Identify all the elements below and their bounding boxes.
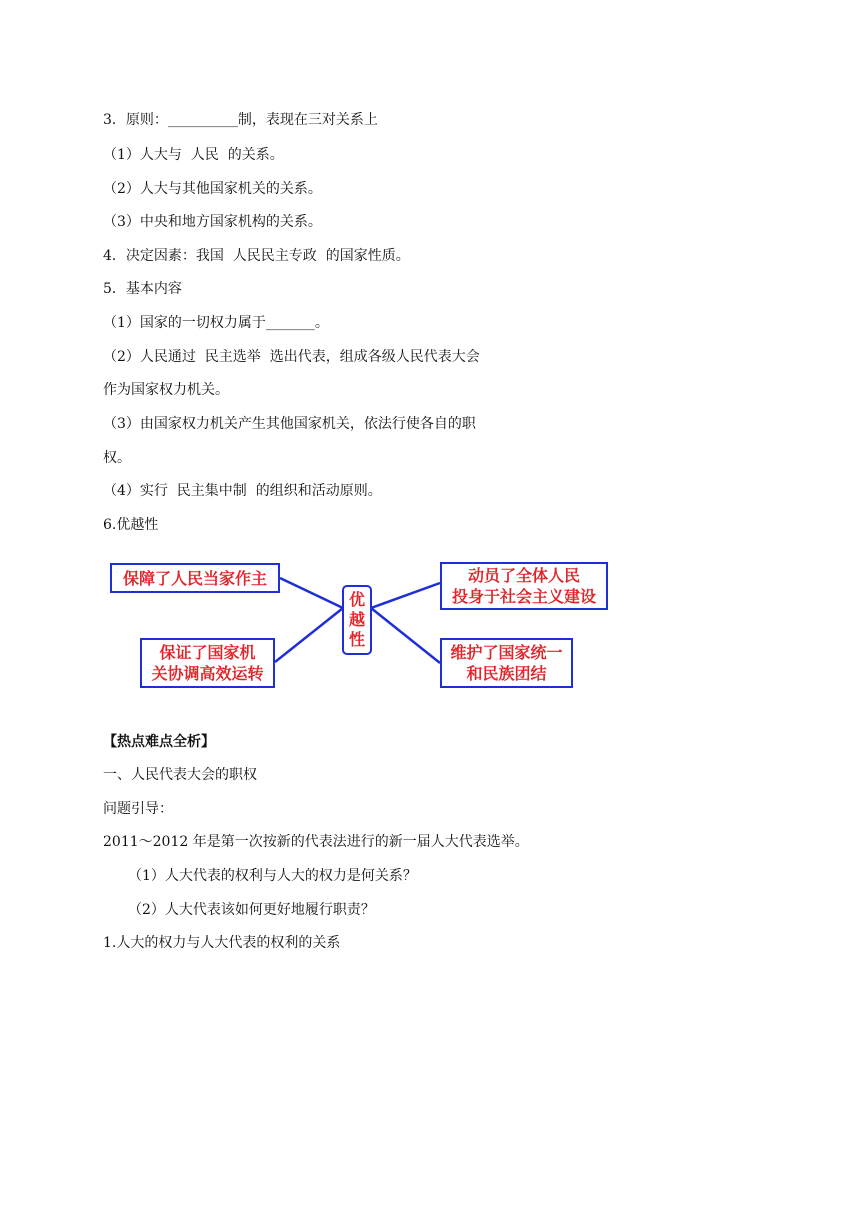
content-item-3: （3）由国家权力机关产生其他国家机关，依法行使各自的职	[103, 416, 476, 432]
box-mobilize-people-line1: 动员了全体人民	[467, 566, 580, 585]
center-char-3: 性	[348, 630, 365, 649]
question-guide-label: 问题引导：	[103, 801, 173, 817]
content-item-3-cont: 权。	[103, 450, 131, 466]
box-superiority-center	[342, 585, 372, 655]
principle-line: 3．原则：__________制，表现在三对关系上	[103, 112, 378, 128]
box-mobilize-people-line2: 投身于社会主义建设	[451, 587, 596, 606]
content-item-2: （2）人民通过 民主选举 选出代表，组成各级人民代表大会	[103, 349, 480, 365]
deciding-factor-line: 4．决定因素：我国 人民民主专政 的国家性质。	[103, 248, 410, 264]
section-one-heading: 一、人民代表大会的职权	[103, 767, 257, 783]
box-guarantee-people	[110, 563, 280, 593]
connector-bottom-left	[275, 608, 343, 662]
content-item-1: （1）国家的一切权力属于_______。	[103, 315, 329, 331]
relation-people-line: （1）人大与 人民 的关系。	[103, 147, 284, 163]
connector-bottom-right	[371, 608, 440, 663]
election-context-line: 2011～2012 年是第一次按新的代表法进行的新一届人大代表选举。	[103, 834, 529, 850]
basic-content-heading: 5．基本内容	[103, 281, 182, 297]
center-char-2: 越	[348, 610, 365, 629]
box-national-unity	[440, 638, 573, 688]
box-guarantee-people-text: 保障了人民当家作主	[122, 568, 267, 588]
connector-top-left	[280, 578, 343, 608]
relation-central-local-line: （3）中央和地方国家机构的关系。	[103, 214, 322, 230]
content-item-4: （4）实行 民主集中制 的组织和活动原则。	[103, 483, 382, 499]
subsection-1-heading: 1.人大的权力与人大代表的权利的关系	[103, 935, 341, 951]
box-mobilize-people	[440, 562, 608, 610]
relation-organs-line: （2）人大与其他国家机关的关系。	[103, 181, 322, 197]
superiority-heading: 6.优越性	[103, 517, 159, 533]
box-coordinated-organs	[140, 638, 275, 688]
box-coordinated-organs-line2: 关协调高效运转	[151, 664, 264, 683]
connector-top-right	[371, 583, 440, 608]
content-item-2-cont: 作为国家权力机关。	[103, 382, 229, 398]
question-1: （1）人大代表的权利与人大的权力是何关系？	[128, 868, 417, 884]
question-2: （2）人大代表该如何更好地履行职责？	[128, 902, 375, 918]
hotspot-heading: 【热点难点全析】	[103, 734, 215, 750]
box-national-unity-line2: 和民族团结	[466, 664, 547, 683]
box-national-unity-line1: 维护了国家统一	[450, 643, 563, 662]
box-coordinated-organs-line1: 保证了国家机	[159, 643, 256, 662]
center-char-1: 优	[348, 590, 365, 609]
